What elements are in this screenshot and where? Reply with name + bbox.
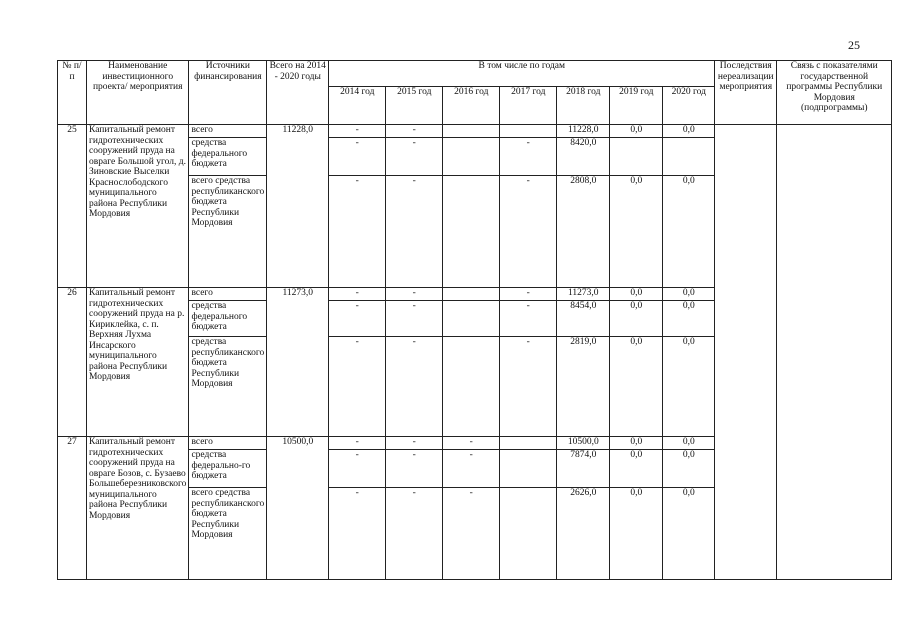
year-value xyxy=(610,138,663,176)
year-value xyxy=(500,125,557,138)
year-value: 0,0 xyxy=(663,437,715,450)
year-value: 2626,0 xyxy=(557,488,610,580)
year-value: 0,0 xyxy=(663,488,715,580)
row-number: 26 xyxy=(58,288,87,437)
year-value: 8420,0 xyxy=(557,138,610,176)
header-total: Всего на 2014 - 2020 годы xyxy=(267,61,329,125)
row-number: 25 xyxy=(58,125,87,288)
year-value: - xyxy=(386,437,443,450)
year-value: 0,0 xyxy=(663,450,715,488)
year-value xyxy=(443,138,500,176)
year-value: - xyxy=(329,288,386,301)
total-value: 11273,0 xyxy=(267,288,329,437)
year-value: - xyxy=(386,450,443,488)
funding-source: всего средства республиканского бюджета Республики Мордовия xyxy=(189,176,267,288)
year-value: - xyxy=(329,450,386,488)
row-number: 27 xyxy=(58,437,87,580)
year-value: 0,0 xyxy=(610,125,663,138)
year-value xyxy=(663,138,715,176)
year-value: 0,0 xyxy=(663,288,715,301)
year-value xyxy=(500,437,557,450)
year-value: 7874,0 xyxy=(557,450,610,488)
year-value: - xyxy=(500,138,557,176)
total-value: 10500,0 xyxy=(267,437,329,580)
year-value xyxy=(443,125,500,138)
project-name: Капитальный ремонт гидротехнических сооружений пруда на овраге Большой угол, д. Зиновские Выселки Краснослободского муниципального района Республики Мордовия xyxy=(87,125,189,288)
header-year: 2014 год xyxy=(329,87,386,125)
header-num: № п/п xyxy=(58,61,87,125)
funding-source: всего средства республиканского бюджета Республики Мордовия xyxy=(189,488,267,580)
header-consequences: Последствия нереализации мероприятия xyxy=(715,61,777,125)
year-value xyxy=(500,450,557,488)
header-year: 2019 год xyxy=(610,87,663,125)
year-value xyxy=(443,337,500,437)
funding-source: средства федерального бюджета xyxy=(189,138,267,176)
year-value: 8454,0 xyxy=(557,301,610,337)
year-value: 0,0 xyxy=(663,301,715,337)
year-value: 0,0 xyxy=(663,337,715,437)
year-value: - xyxy=(329,176,386,288)
year-value: - xyxy=(443,488,500,580)
year-value: 10500,0 xyxy=(557,437,610,450)
funding-source: всего xyxy=(189,437,267,450)
year-value: 0,0 xyxy=(610,301,663,337)
total-value: 11228,0 xyxy=(267,125,329,288)
year-value: - xyxy=(500,301,557,337)
year-value: - xyxy=(329,125,386,138)
header-source: Источники финансирования xyxy=(189,61,267,125)
year-value: - xyxy=(386,288,443,301)
year-value xyxy=(443,301,500,337)
year-value: - xyxy=(386,301,443,337)
header-year: 2020 год xyxy=(663,87,715,125)
year-value: - xyxy=(329,488,386,580)
year-value: 2808,0 xyxy=(557,176,610,288)
year-value: - xyxy=(443,437,500,450)
page-number: 25 xyxy=(848,38,860,52)
header-name: Наименование инвестиционного проекта/ мероприятия xyxy=(87,61,189,125)
year-value: - xyxy=(500,288,557,301)
year-value: - xyxy=(386,125,443,138)
funding-source: всего xyxy=(189,125,267,138)
table-row xyxy=(58,125,892,138)
year-value: - xyxy=(386,337,443,437)
consequences-cell xyxy=(715,125,777,580)
year-value: - xyxy=(386,488,443,580)
header-link: Связь с показателями государственной программы Республики Мордовия (подпрограммы) xyxy=(777,61,892,125)
investment-table xyxy=(57,60,892,580)
project-name: Капитальный ремонт гидротехнических сооружений пруда на р. Кириклейка, с. п. Верхняя Лухма Инсарского муниципального района Республики Мордовия xyxy=(87,288,189,437)
funding-source: средства федерально-го бюджета xyxy=(189,450,267,488)
funding-source: средства федерального бюджета xyxy=(189,301,267,337)
year-value: - xyxy=(500,176,557,288)
year-value: 0,0 xyxy=(610,450,663,488)
year-value: 11273,0 xyxy=(557,288,610,301)
year-value: 0,0 xyxy=(663,176,715,288)
header-year: 2015 год xyxy=(386,87,443,125)
year-value: 0,0 xyxy=(610,176,663,288)
year-value xyxy=(443,176,500,288)
link-cell xyxy=(777,125,892,580)
year-value xyxy=(500,488,557,580)
year-value xyxy=(443,288,500,301)
header-by-years: В том числе по годам xyxy=(329,61,715,87)
year-value: - xyxy=(443,450,500,488)
year-value: 2819,0 xyxy=(557,337,610,437)
year-value: 0,0 xyxy=(610,337,663,437)
year-value: - xyxy=(329,301,386,337)
header-year: 2016 год xyxy=(443,87,500,125)
year-value: 0,0 xyxy=(610,437,663,450)
year-value: 0,0 xyxy=(663,125,715,138)
header-year: 2017 год xyxy=(500,87,557,125)
funding-source: средства республиканского бюджета Республики Мордовия xyxy=(189,337,267,437)
funding-source: всего xyxy=(189,288,267,301)
year-value: - xyxy=(329,337,386,437)
year-value: - xyxy=(329,138,386,176)
header-year: 2018 год xyxy=(557,87,610,125)
year-value: - xyxy=(386,138,443,176)
year-value: 0,0 xyxy=(610,488,663,580)
year-value: - xyxy=(329,437,386,450)
year-value: - xyxy=(500,337,557,437)
year-value: 0,0 xyxy=(610,288,663,301)
project-name: Капитальный ремонт гидротехнических сооружений пруда на овраге Бозов, с. Бузаево Большеберезниковского муниципального района Республики Мордовия xyxy=(87,437,189,580)
year-value: - xyxy=(386,176,443,288)
year-value: 11228,0 xyxy=(557,125,610,138)
